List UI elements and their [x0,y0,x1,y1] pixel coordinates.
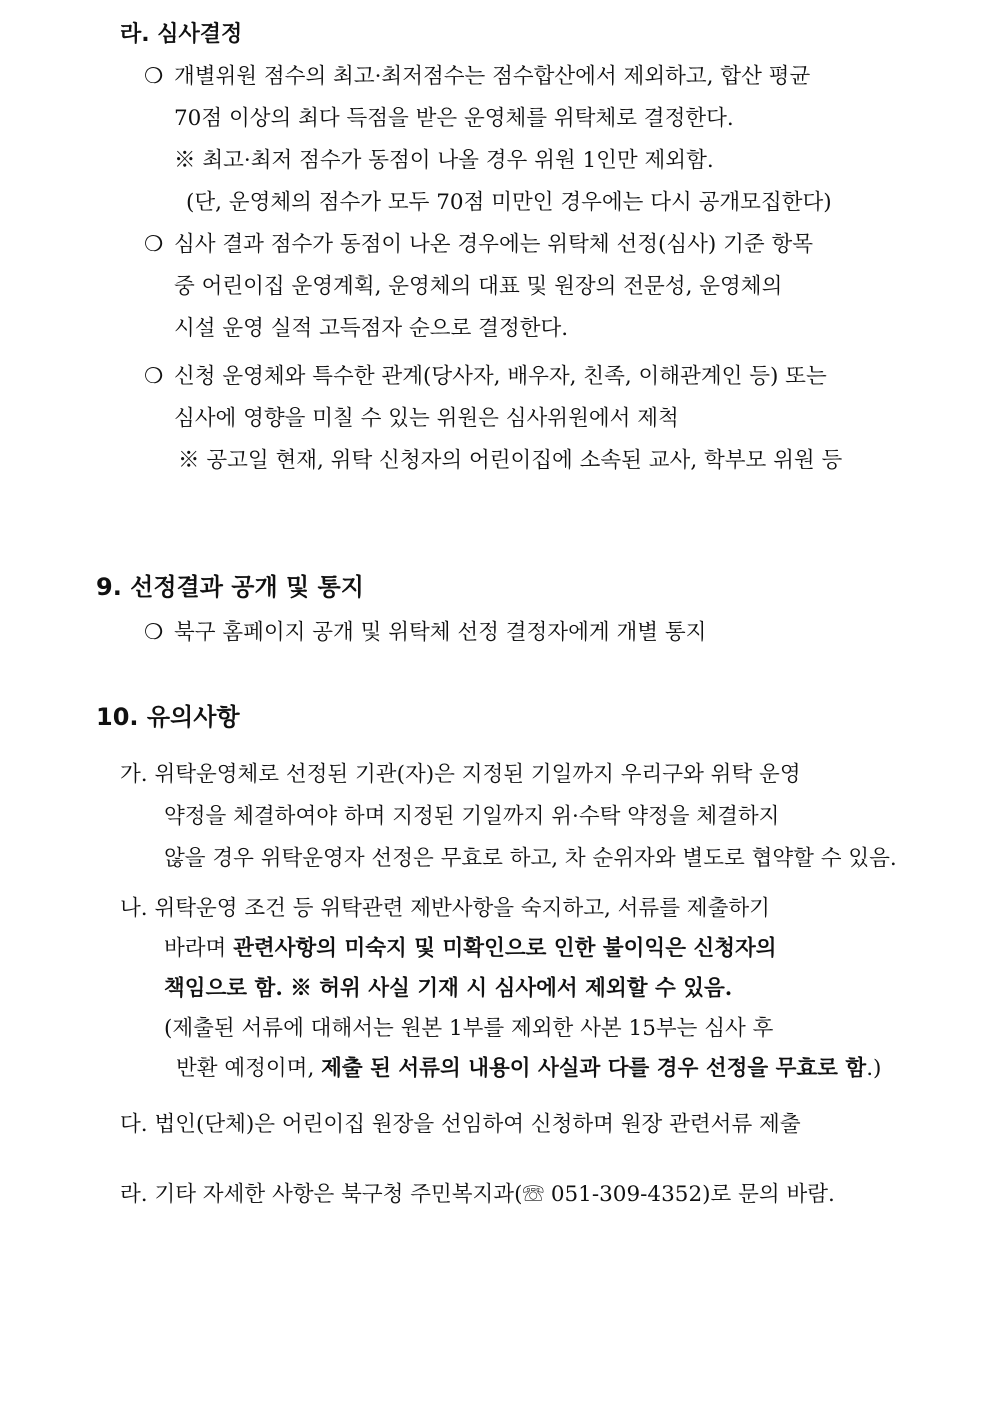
section-10-heading: 10. 유의사항 [96,703,240,731]
bullet-2-line-3: 시설 운영 실적 고득점자 순으로 결정한다. [174,316,569,341]
section-9-bullet [144,618,706,648]
item-na-line-5-bold: 제출 된 서류의 내용이 사실과 다를 경우 선정을 무효로 함 [321,1056,867,1081]
section-9-heading: 9. 선정결과 공개 및 통지 [96,573,364,601]
bullet-icon: ❍ [144,232,164,257]
item-ga-line-1: 가. 위탁운영체로 선정된 기관(자)은 지정된 기일까지 우리구와 위탁 운영 [120,762,801,787]
item-na-line-5-end: .) [866,1056,882,1081]
bullet-1-line-1: 개별위원 점수의 최고·최저점수는 점수합산에서 제외하고, 합산 평균 [174,64,811,89]
item-ra [120,1180,835,1210]
item-ra-end: )로 문의 바람. [702,1182,835,1207]
phone-icon: ☏ [522,1182,544,1207]
bullet-3-note: ※ 공고일 현재, 위탁 신청자의 어린이집에 소속된 교사, 학부모 위원 등 [178,448,843,473]
bullet-item-3 [144,362,827,392]
item-ra-text: 라. 기타 자세한 사항은 북구청 주민복지과( [120,1182,523,1207]
item-na-line-1: 나. 위탁운영 조건 등 위탁관련 제반사항을 숙지하고, 서류를 제출하기 [120,896,770,921]
bullet-icon: ❍ [144,364,164,389]
item-ga-line-3: 않을 경우 위탁운영자 선정은 무효로 하고, 차 순위자와 별도로 협약할 수 있음. [164,846,897,871]
item-na-line-4: (제출된 서류에 대해서는 원본 1부를 제외한 사본 15부는 심사 후 [164,1016,774,1041]
bullet-item-2 [144,230,813,260]
bullet-1-line-2: 70점 이상의 최다 득점을 받은 운영체를 위탁체로 결정한다. [174,106,734,131]
bullet-item-1 [144,62,810,92]
bullet-1-note: ※ 최고·최저 점수가 동점이 나올 경우 위원 1인만 제외함. [174,148,714,173]
item-ga-line-2: 약정을 체결하여야 하며 지정된 기일까지 위·수탁 약정을 체결하지 [164,804,780,829]
bullet-3-line-2: 심사에 영향을 미칠 수 있는 위원은 심사위원에서 제척 [174,406,679,431]
bullet-icon: ❍ [144,64,164,89]
item-na-line-2 [164,934,777,964]
phone-number: 051-309-4352 [543,1182,703,1207]
item-na-line-2-text: 바라며 [164,936,234,961]
item-na-line-5 [176,1054,881,1084]
bullet-icon: ❍ [144,620,164,645]
bullet-2-line-2: 중 어린이집 운영계획, 운영체의 대표 및 원장의 전문성, 운영체의 [174,274,783,299]
item-da: 다. 법인(단체)은 어린이집 원장을 선임하여 신청하며 원장 관련서류 제출 [120,1112,801,1137]
bullet-1-paren-note: (단, 운영체의 점수가 모두 70점 미만인 경우에는 다시 공개모집한다) [186,190,832,215]
bullet-3-line-1: 신청 운영체와 특수한 관계(당사자, 배우자, 친족, 이해관계인 등) 또는 [174,364,827,389]
section-9-bullet-text: 북구 홈페이지 공개 및 위탁체 선정 결정자에게 개별 통지 [174,620,707,645]
section-ra-heading: 라. 심사결정 [120,22,243,47]
item-na-warning-bold: 관련사항의 미숙지 및 미확인으로 인한 불이익은 신청자의 [233,936,777,961]
bullet-2-line-1: 심사 결과 점수가 동점이 나온 경우에는 위탁체 선정(심사) 기준 항목 [174,232,814,257]
item-na-line-5-text: 반환 예정이며, [176,1056,322,1081]
item-na-line-3-bold: 책임으로 함. ※ 허위 사실 기재 시 심사에서 제외할 수 있음. [164,976,733,1001]
